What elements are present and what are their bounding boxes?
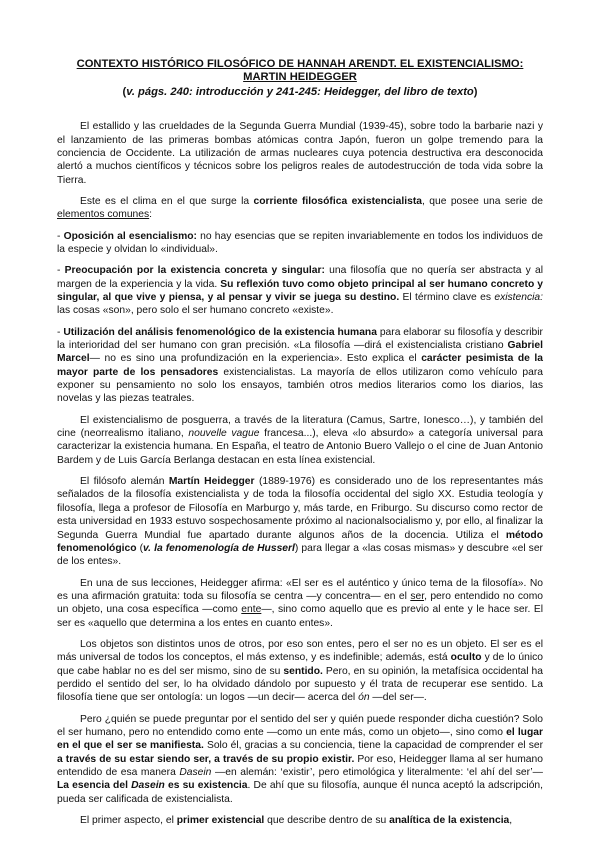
paragraph-heidegger-bio (57, 475, 543, 568)
emphasis-text: oculto (450, 652, 482, 664)
underlined-text: elementos comunes (57, 209, 150, 221)
text-run: . De ahí que su filosofía, aunque él nunca aceptó la adscripción, pueda ser calificada de existencialista. (57, 780, 544, 805)
text-run: Este es el clima en el que surge la (80, 195, 254, 207)
emphasis-text: Preocupación por la existencia concreta y singular: (64, 265, 325, 277)
emphasis-text: sentido. (283, 665, 323, 677)
emphasis-text: La esencia del (57, 780, 132, 792)
text-run: Pero, en su opinión, la metafísica occidental ha perdido el sentido del ser, lo ha olvidado dándolo por supuesto y él trata de recuperar ese sentido. La filosofía tiene que ser ontología: un logos —un decir— acerca del (57, 665, 543, 704)
emphasis-text: Su reflexión tuvo como objeto principal al ser humano concreto y singular, al que vive y piensa, y al pensar y vivir se juega su destino. (57, 278, 543, 303)
emphasis-text: el lugar en el que el ser se manifiesta. (57, 726, 543, 752)
text-run: Por eso, Heidegger llama al ser humano entendido de esa manera (57, 753, 543, 778)
text-run: , (509, 815, 513, 827)
italic-text: existencia: (494, 292, 543, 303)
text-run: - (57, 326, 64, 338)
emphasis-text: Martín Heidegger (168, 476, 255, 488)
text-run: , que posee una serie de (421, 195, 544, 207)
title-line-2: (v. págs. 240: introducción y 241-245: Heidegger, del libro de texto) (122, 85, 478, 98)
italic-text: ón (358, 692, 370, 704)
underlined-text: ser (410, 590, 425, 602)
text-run: El filósofo alemán (80, 476, 169, 488)
text-run: (1889-1976) es considerado uno de los representantes más señalados de la filosofía existencialista y de toda la filosofía occidental del siglo XX. Estudia teología y filosofía, llega a profesor de Filosofía en Marburgo y, más tarde, en Friburgo. Su discurso como rector de esta universidad en 1933 estuvo sospechosamente próximo al nacionalsocialismo y, por ello, al finalizar la Segunda Guerra Mundial fue apartado durante algunos años de la docencia. Utiliza el (57, 476, 544, 541)
paragraph-postwar (57, 414, 543, 467)
paragraph-first-existential (57, 814, 543, 827)
text-run: y de lo único que cabe hablar no es del ser mismo, sino de su (57, 652, 543, 677)
text-run: para elaborar su filosofía y describir la interioridad del ser humano con gran precisión. «La filosofía —dirá el existencialista cristiano (57, 326, 543, 352)
text-run: Pero ¿quién se puede preguntar por el sentido del ser y quién puede responder dicha cuestión? Solo el ser humano, pero no entendido como ente —como un ente más, como un objeto—, sino como (57, 713, 543, 738)
emphasis-text: v. la fenomenología de Husserl (143, 542, 295, 554)
text-run: - (57, 265, 65, 277)
list-item-anti-essentialism (57, 230, 543, 257)
emphasis-text: Gabriel Marcel (57, 340, 543, 365)
paragraph-intro (57, 120, 543, 187)
document-body (57, 120, 543, 827)
text-run: Los objetos son distintos unos de otros, por eso son entes, pero el ser no es un objeto. El ser es el más universal de todos los conceptos, el más extenso, y es indefinible; además, está (57, 638, 543, 664)
text-run: En una de sus lecciones, Heidegger afirma: «El ser es el auténtico y único tema de la filosofía». No es una afirmación gratuita: toda su filosofía se centra —y concentra— en el (57, 577, 543, 602)
text-run: ( (136, 542, 144, 554)
emphasis-text: Utilización del análisis fenomenológico de la existencia humana (63, 326, 377, 338)
text-run: —en alemán: ‘existir’, pero etimológica y literalmente: ‘el ahí del ser’— (211, 767, 543, 778)
text-run: una filosofía que no quería ser abstracta y al margen de la experiencia y la vida. (57, 265, 543, 290)
text-run: existencialistas. La mayoría de ellos utilizaron como vehículo para exponer su pensamiento no solo los ensayos, también otros medios literarios como los diarios, las novelas y las piezas teatrales. (57, 366, 543, 405)
emphasis-text: corriente filosófica existencialista (253, 195, 422, 207)
paragraph-climate (57, 195, 543, 222)
text-run: — no es sino una profundización en la experiencia». Esto explica el (89, 353, 422, 365)
text-run: El existencialismo de posguerra, a través de la literatura (Camus, Sartre, Ionesco…), y también del cine (neorrealismo italiano, (57, 414, 543, 440)
emphasis-text: carácter pesimista de la mayor parte de los pensadores (57, 353, 544, 378)
text-run: francesa...), eleva «lo absurdo» a categoría universal para caracterizar la existencia humana. En España, el teatro de Antonio Buero Vallejo o el cine de Juan Antonio Bardem y de Luis García Berlanga destacan en esta línea existencial. (57, 428, 543, 466)
text-run: no hay esencias que se repiten invariablemente en todos los individuos de la especie y olvidan lo «individual». (57, 230, 544, 255)
emphasis-text: a través de su estar siendo ser, a través de su propio existir. (57, 753, 355, 765)
emphasis-text: es su existencia (164, 780, 248, 792)
text-run: —, sino como aquello que es previo al ente y le hace ser. El ser es «aquello que determina a los entes en cuanto entes». (57, 604, 543, 629)
list-item-phenomenology (57, 326, 543, 406)
text-run: —del ser—. (369, 692, 427, 704)
text-run: ) para llegar a «las cosas mismas» y descubre «el ser de los entes». (57, 542, 543, 568)
italic-text: Dasein (179, 767, 212, 778)
emphasis-text: método fenomenológico (57, 529, 543, 554)
paragraph-entities (57, 638, 543, 705)
emphasis-text: Oposición al esencialismo: (63, 230, 197, 242)
text-run: : (149, 209, 153, 221)
text-run: las cosas «son», pero solo el ser humano concreto «existe». (57, 305, 334, 317)
italic-text: nouvelle vague (188, 428, 260, 440)
text-run: que describe dentro de su (264, 815, 390, 827)
textbook-reference: v. págs. 240: introducción y 241-245: Heidegger, del libro de texto (126, 85, 474, 98)
title-line-1: CONTEXTO HISTÓRICO FILOSÓFICO DE HANNAH ARENDT. EL EXISTENCIALISMO: MARTIN HEIDEGGER (76, 58, 524, 84)
emphasis-text: primer existencial (176, 815, 265, 827)
text-run: El término clave es (399, 292, 495, 303)
text-run: El estallido y las crueldades de la Segunda Guerra Mundial (1939-45), sobre todo la barbarie nazi y el lanzamiento de las primeras bombas atómicas contra Japón, fueron un golpe tremendo para la conciencia de Occidente. La utilización de armas nucleares cuya potencia destructiva era desconocida alertó a muchos científicos y técnicos sobre los peligros reales de autodestrucción de toda vida sobre la Tierra. (57, 121, 543, 186)
list-item-concrete-existence (57, 264, 543, 317)
underlined-text: ente (241, 604, 262, 616)
text-run: - (57, 230, 64, 242)
emphasis-text: analítica de la existencia (389, 815, 510, 827)
emphasis-text: Dasein (131, 780, 165, 792)
text-run: El primer aspecto, el (80, 815, 177, 827)
paragraph-dasein (57, 713, 543, 806)
document-title (57, 58, 543, 99)
paragraph-being (57, 577, 543, 630)
text-run: Solo él, gracias a su conciencia, tiene la capacidad de comprender el ser (203, 740, 543, 752)
text-run: , pero entendido no como un objeto, una cosa específica —como (57, 590, 544, 616)
